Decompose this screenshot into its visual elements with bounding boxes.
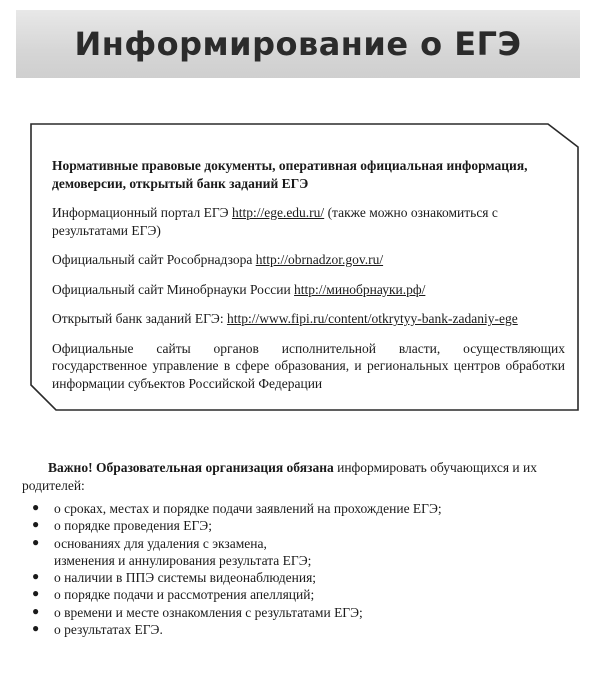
info-box-heading: Нормативные правовые документы, оперативная официальная информация, демоверсии, открытый банк заданий ЕГЭ [52,158,528,191]
important-notice [22,459,578,495]
info-box-content [52,157,565,392]
ege-portal-label: Информационный портал ЕГЭ [52,205,232,221]
page-title: Информирование о ЕГЭ [74,25,522,63]
obligation-label: Образовательная организация обязана [92,460,334,475]
bullet-icon: ● [32,569,40,584]
rosobrnadzor-link[interactable]: http://obrnadzor.gov.ru/ [255,252,384,268]
important-label: Важно! [48,460,93,475]
list-item-text: о наличии в ППЭ системы видеонаблюдения; [54,570,317,586]
list-item [32,586,593,603]
list-item-text: основаниях для удаления с экзамена, [54,535,267,551]
ege-portal-link[interactable]: http://ege.edu.ru/ [231,205,325,221]
minobrnauki-label: Официальный сайт Минобрнауки России [52,281,295,297]
bullet-icon: ● [32,500,40,514]
task-bank-link[interactable]: http://www.fipi.ru/content/otkrytyy-bank-zadaniy-ege [226,311,518,327]
bullet-icon: ● [32,517,40,532]
list-item [32,603,593,621]
list-item-text: о результатах ЕГЭ. [54,621,163,637]
rosobrnadzor-label: Официальный сайт Рособрнадзора [52,252,256,268]
duties-list [20,500,593,638]
list-item [32,620,593,638]
bullet-icon: ● [32,534,40,549]
list-item [32,534,593,552]
list-item-text: о порядке подачи и рассмотрения апелляций; [54,587,315,603]
minobrnauki-link[interactable]: http://минобрнауки.рф/ [294,281,426,297]
bullet-icon: ● [32,586,40,601]
list-item-text: изменения и аннулирования результата ЕГЭ; [54,552,312,568]
important-paragraph [22,459,578,495]
task-bank-label: Открытый банк заданий ЕГЭ: [52,311,227,327]
list-item-text: о времени и месте ознакомления с результатами ЕГЭ; [54,604,363,620]
list-item [32,517,593,534]
list-item [32,500,593,517]
minobrnauki-line [52,281,565,299]
header-band [16,10,580,78]
list-item-continuation [54,552,593,569]
rosobrnadzor-line [52,251,565,269]
bullet-icon: ● [32,620,40,635]
list-item-text: о сроках, местах и порядке подачи заявлений на прохождение ЕГЭ; [54,501,442,516]
list-item [32,569,593,586]
ege-portal-line [52,204,565,239]
bullet-icon: ● [32,603,40,618]
list-item-text: о порядке проведения ЕГЭ; [54,518,212,534]
obligation-text: информировать обучающихся и их родителей: [22,460,537,494]
official-sites-paragraph: Официальные сайты органов исполнительной власти, осуществляющих государственное управление в сфере образования, и региональных центров обработки информации субъектов Российской Федерации [52,340,565,391]
task-bank-line [52,310,565,328]
info-box [30,123,579,411]
ege-portal-note: (также можно ознакомиться с результатами ЕГЭ) [52,205,498,238]
